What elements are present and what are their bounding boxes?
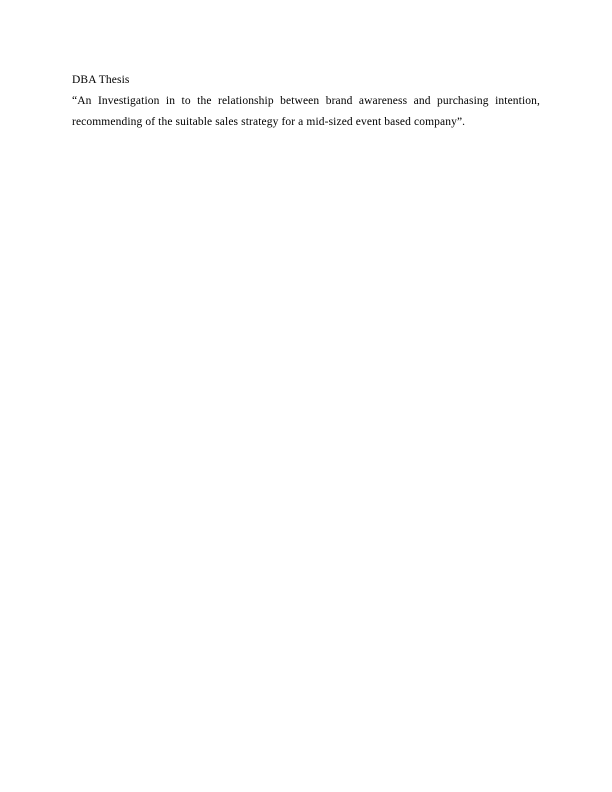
document-content (72, 70, 540, 132)
document-title-paragraph: “An Investigation in to the relationship between brand awareness and purchasing intention, recommending of the suitable sales strategy for a mid-sized event based company”. (72, 94, 540, 128)
document-heading: DBA Thesis (72, 74, 130, 86)
